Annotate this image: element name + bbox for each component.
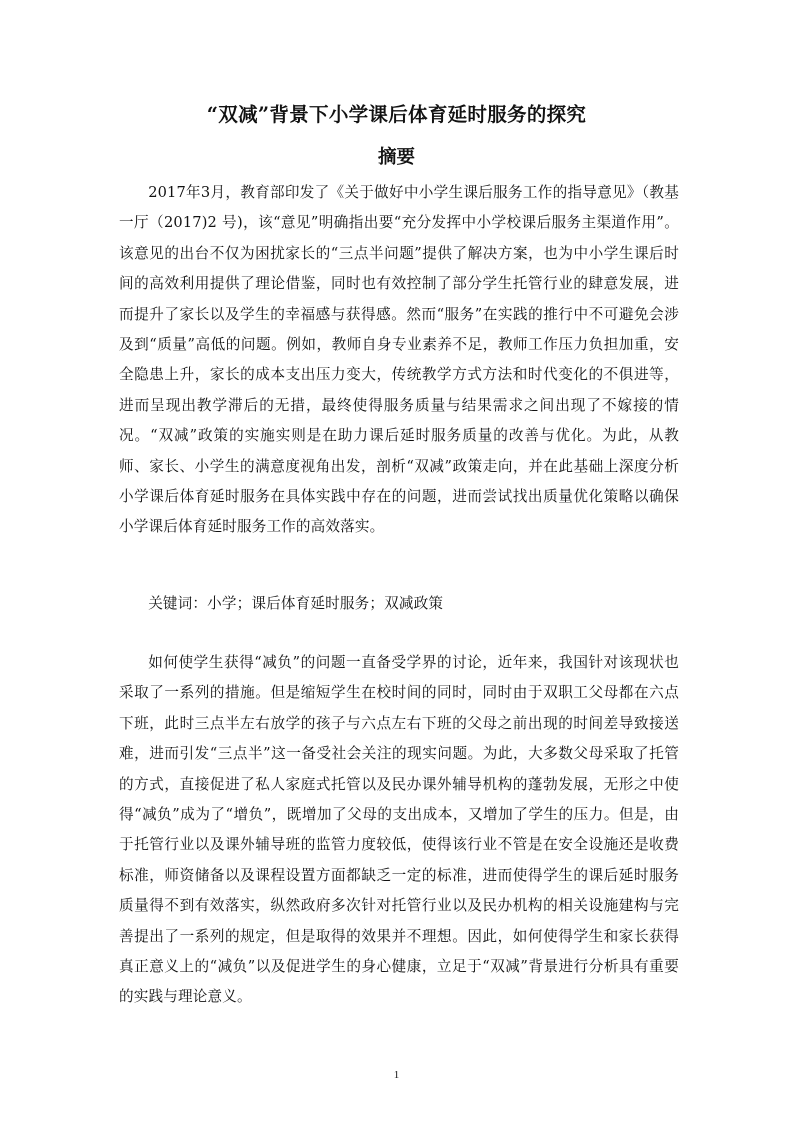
abstract-heading: 摘要 [377,147,415,168]
body-paragraph: 如何使学生获得“减负”的问题一直备受学界的讨论，近年来，我国针对该现状也采取了一系列的措施。但是缩短学生在校时间的同时，同时由于双职工父母都在六点下班，此时三点半左右放学的孩子与六点左右下班的父母之前出现的时间差导致接送难，进而引发“三点半”这一备受社会关注的现实问题。为此，大多数父母采取了托管的方式，直接促进了私人家庭式托管以及民办课外辅导机构的蓬勃发展，无形之中使得“减负”成为了“增负”，既增加了父母的支出成本，又增加了学生的压力。但是，由于托管行业以及课外辅导班的监管力度较低，使得该行业不管是在安全设施还是收费标准，师资储备以及课程设置方面都缺乏一定的标准，进而使得学生的课后延时服务质量得不到有效落实，纵然政府多次针对托管行业以及民办机构的相关设施建构与完善提出了一系列的规定，但是取得的效果并不理想。因此，如何使得学生和家长获得真正意义上的“减负”以及促进学生的身心健康，立足于“双减”背景进行分析具有重要的实践与理论意义。 [119,654,679,1006]
page-number: 1 [393,1069,400,1081]
abstract-paragraph: 2017年3月，教育部印发了《关于做好中小学生课后服务工作的指导意见》（教基一厅（2017)2 号)，该“意见”明确指出要“充分发挥中小学校课后服务主渠道作用”。该意见的出台不仅为困扰家长的“三点半问题”提供了解决方案，也为中小学生课后时间的高效利用提供了理论借鉴，同时也有效控制了部分学生托管行业的肆意发展，进而提升了家长以及学生的幸福感与获得感。然而“服务”在实践的推行中不可避免会涉及到“质量”高低的问题。例如，教师自身专业素养不足，教师工作压力负担加重，安全隐患上升，家长的成本支出压力变大，传统教学方式方法和时代变化的不俱进等，进而呈现出教学滞后的无措，最终使得服务质量与结果需求之间出现了不嫁接的情况。“双减”政策的实施实则是在助力课后延时服务质量的改善与优化。为此，从教师、家长、小学生的满意度视角出发，剖析“双减”政策走向，并在此基础上深度分析小学课后体育延时服务在具体实践中存在的问题，进而尝试找出质量优化策略以确保小学课后体育延时服务工作的高效落实。 [119,184,679,536]
document-title: “双减”背景下小学课后体育延时服务的探究 [206,103,587,126]
keywords-line: 关键词：小学；课后体育延时服务；双减政策 [148,595,444,612]
